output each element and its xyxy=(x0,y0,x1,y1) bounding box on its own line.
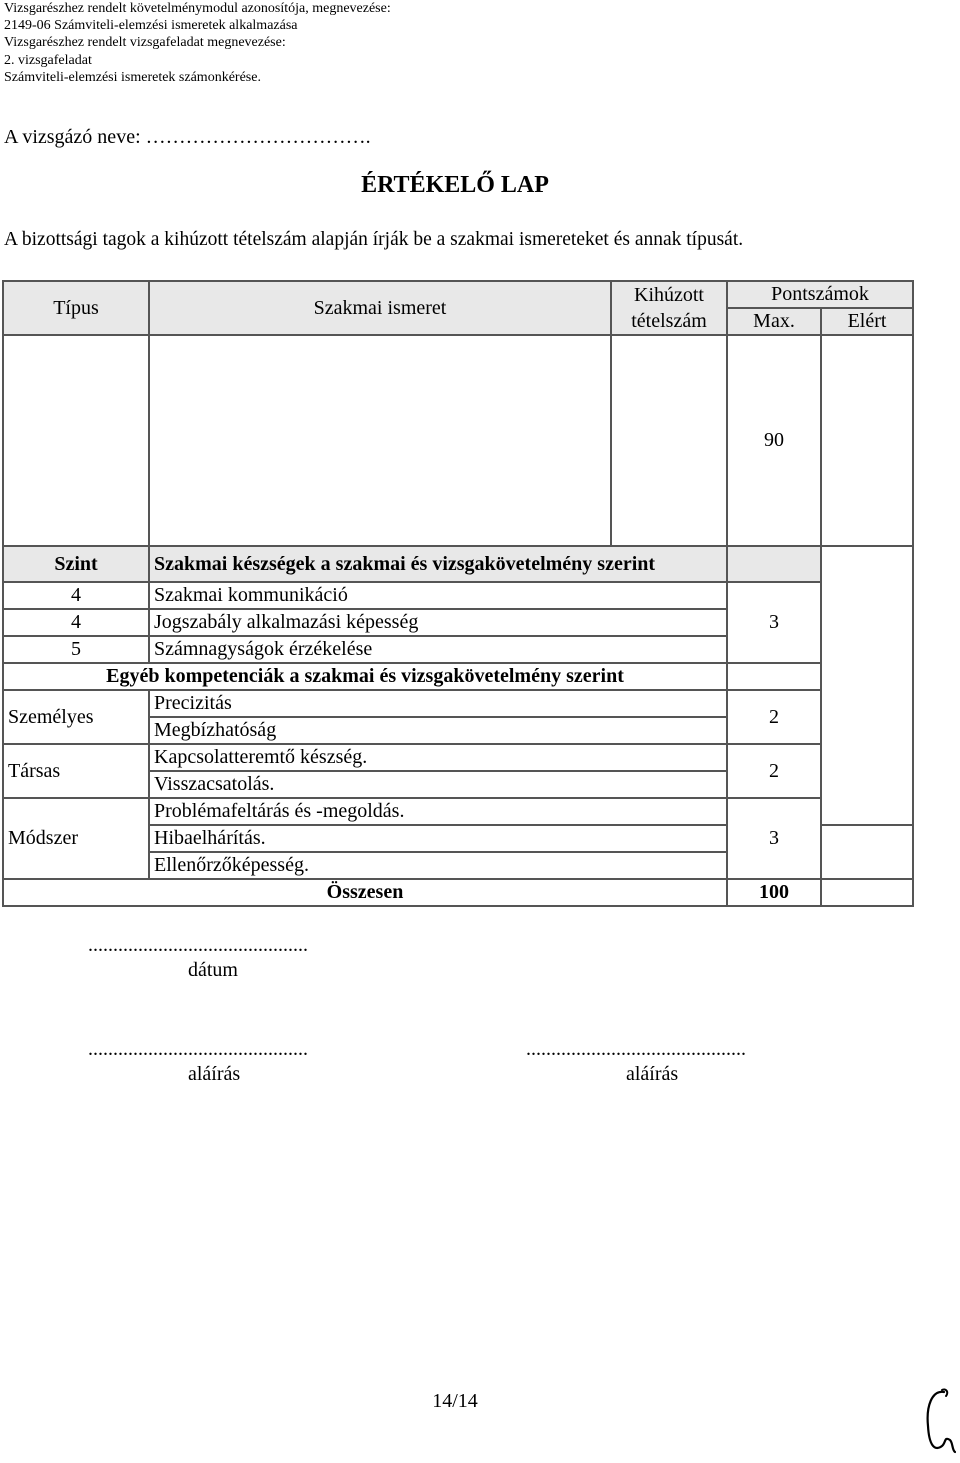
skill-name: Jogszabály alkalmazási képesség xyxy=(149,609,727,636)
col-header-points: Pontszámok xyxy=(727,281,913,308)
other-header-max-blank xyxy=(727,663,821,690)
header-line-module-label: Vizsgarészhez rendelt követelménymodul azonosítója, megnevezése: xyxy=(4,1,391,16)
social-max-points: 2 xyxy=(727,744,821,798)
total-achieved-cell[interactable] xyxy=(821,879,913,906)
skill-name: Számnagyságok érzékelése xyxy=(149,636,727,663)
total-label: Összesen xyxy=(3,879,727,906)
evaluation-table xyxy=(2,280,914,907)
signature-label-right: aláírás xyxy=(626,1063,679,1085)
header-line-task-label: Vizsgarészhez rendelt vizsgafeladat megnevezése: xyxy=(4,35,286,51)
achieved-points-cell[interactable] xyxy=(821,546,913,825)
knowledge-achieved-cell[interactable] xyxy=(821,335,913,546)
competency-item: Hibaelhárítás. xyxy=(149,825,727,852)
date-dotted-line[interactable]: ............................................ xyxy=(88,934,308,956)
competency-item: Megbízhatóság xyxy=(149,717,727,744)
competency-item: Problémafeltárás és -megoldás. xyxy=(149,798,727,825)
skill-level: 5 xyxy=(3,636,149,663)
instruction-text: A bizottsági tagok a kihúzott tételszám alapján írják be a szakmai ismereteket és annak típusát. xyxy=(4,229,744,250)
drawn-number-entry-cell[interactable] xyxy=(611,335,727,546)
competency-item: Ellenőrzőképesség. xyxy=(149,852,727,879)
page-header xyxy=(4,0,391,86)
candidate-name-line: A vizsgázó neve: ……………………………. xyxy=(4,126,371,148)
page-title: ÉRTÉKELŐ LAP xyxy=(361,172,549,198)
skills-header-max-blank xyxy=(727,546,821,582)
date-label: dátum xyxy=(188,959,238,981)
header-line-task-number: 2. vizsgafeladat xyxy=(4,52,92,68)
skill-name: Szakmai kommunikáció xyxy=(149,582,727,609)
header-line-module: 2149-06 Számviteli-elemzési ismeretek alkalmazása xyxy=(4,18,298,34)
signature-dotted-line-right[interactable]: ............................................ xyxy=(526,1038,746,1060)
total-max-points: 100 xyxy=(727,879,821,906)
signature-label-left: aláírás xyxy=(188,1063,241,1085)
skills-header: Szakmai készségek a szakmai és vizsgakövetelmény szerint xyxy=(149,546,727,582)
competency-item: Kapcsolatteremtő készség. xyxy=(149,744,727,771)
skill-level: 4 xyxy=(3,582,149,609)
method-max-points: 3 xyxy=(727,798,821,879)
col-header-achieved: Elért xyxy=(821,308,913,335)
other-competencies-header: Egyéb kompetenciák a szakmai és vizsgakövetelmény szerint xyxy=(3,663,727,690)
col-header-max: Max. xyxy=(727,308,821,335)
skills-level-header: Szint xyxy=(3,546,149,582)
signature-dotted-line-left[interactable]: ............................................ xyxy=(88,1038,308,1060)
social-label: Társas xyxy=(3,744,149,798)
col-header-knowledge: Szakmai ismeret xyxy=(149,281,611,335)
competency-item: Precizitás xyxy=(149,690,727,717)
type-entry-cell[interactable] xyxy=(3,335,149,546)
col-header-type: Típus xyxy=(3,281,149,335)
personal-max-points: 2 xyxy=(727,690,821,744)
skill-level: 4 xyxy=(3,609,149,636)
knowledge-entry-cell[interactable] xyxy=(149,335,611,546)
col-header-drawn-line2: tételszám xyxy=(611,308,727,335)
knowledge-max-points: 90 xyxy=(727,335,821,546)
method-label: Módszer xyxy=(3,798,149,879)
competency-item: Visszacsatolás. xyxy=(149,771,727,798)
personal-label: Személyes xyxy=(3,690,149,744)
skills-max-points: 3 xyxy=(727,582,821,663)
handwritten-mark-icon xyxy=(922,1386,956,1456)
page-number: 14/14 xyxy=(432,1390,478,1412)
col-header-drawn-line1: Kihúzott xyxy=(611,281,727,308)
header-line-task-title: Számviteli-elemzési ismeretek számonkérése. xyxy=(4,69,261,85)
